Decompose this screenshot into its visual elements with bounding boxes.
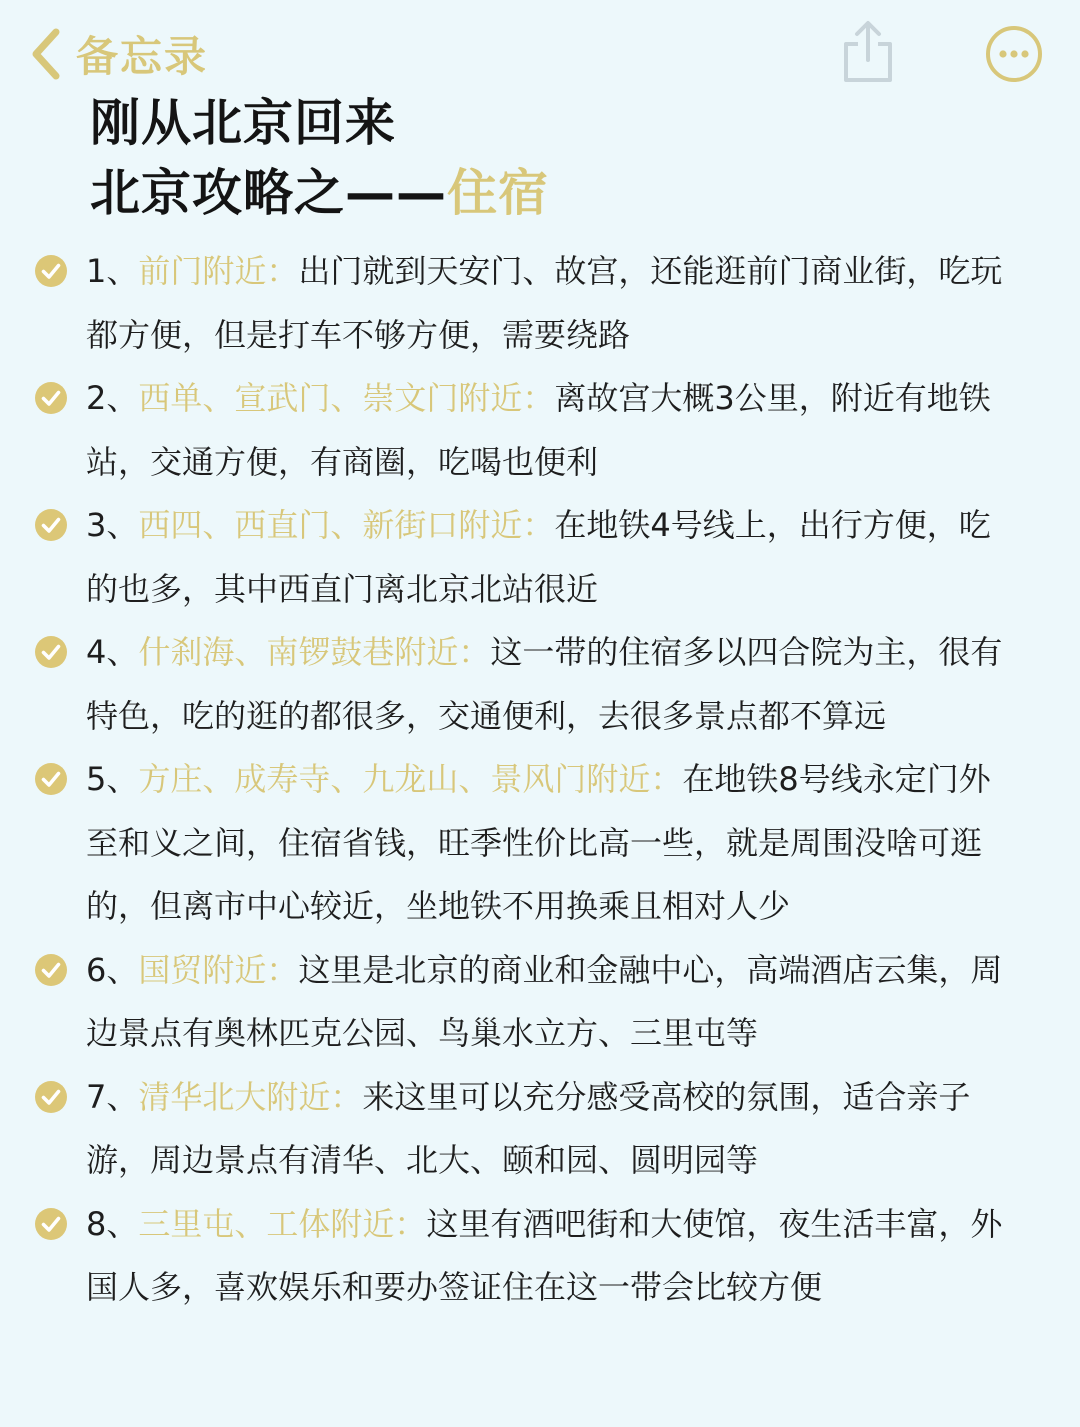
- more-options-button[interactable]: [984, 24, 1044, 84]
- item-description: 离故宫大概3公里，附近有地铁站，交通方便，有商圈，吃喝也便利: [86, 379, 991, 481]
- item-description: 这里有酒吧街和大使馆，夜生活丰富，外国人多，喜欢娱乐和要办签证住在这一带会比较方便: [86, 1204, 1003, 1306]
- top-navigation-bar: [0, 0, 1080, 100]
- item-number: 1、: [86, 252, 139, 290]
- list-item: [0, 1193, 1080, 1320]
- item-location: 清华北大附近：: [138, 1077, 363, 1116]
- item-number: 2、: [86, 379, 139, 417]
- accommodation-list: [0, 240, 1080, 1320]
- item-location: 前门附近：: [138, 252, 299, 290]
- back-button[interactable]: [28, 22, 208, 86]
- item-number: 7、: [86, 1077, 139, 1116]
- share-button[interactable]: [838, 18, 898, 84]
- item-location: 三里屯、工体附近：: [138, 1204, 427, 1243]
- item-description: 来这里可以充分感受高校的氛围，适合亲子游，周边景点有清华、北大、颐和园、圆明园等: [86, 1077, 971, 1179]
- item-location: 什刹海、南锣鼓巷附近：: [138, 633, 491, 671]
- list-item: [0, 621, 1080, 748]
- check-circle-icon: [34, 635, 68, 669]
- list-item: [0, 748, 1080, 939]
- check-circle-icon: [34, 254, 68, 288]
- note-title: [90, 88, 549, 228]
- item-location: 西单、宣武门、崇文门附近：: [138, 379, 555, 417]
- back-button-label: 备忘录: [76, 32, 209, 81]
- item-location: 西四、西直门、新街口附近：: [138, 506, 555, 544]
- title-accent: 住宿: [447, 164, 549, 222]
- check-circle-icon: [34, 508, 68, 542]
- item-number: 5、: [86, 760, 139, 798]
- more-icon: [984, 24, 1044, 84]
- item-location: 国贸附近：: [138, 950, 299, 989]
- item-description: 这一带的住宿多以四合院为主，很有特色，吃的逛的都很多，交通便利，去很多景点都不算远: [86, 633, 1003, 735]
- item-description: 在地铁4号线上，出行方便，吃的也多，其中西直门离北京北站很近: [86, 506, 991, 608]
- list-item: [0, 1066, 1080, 1193]
- item-number: 8、: [86, 1204, 139, 1243]
- item-description: 出门就到天安门、故宫，还能逛前门商业街，吃玩都方便，但是打车不够方便，需要绕路: [86, 252, 1003, 354]
- item-number: 6、: [86, 950, 139, 989]
- item-location: 方庄、成寿寺、九龙山、景风门附近：: [138, 760, 683, 798]
- title-line-2: [90, 158, 549, 228]
- check-circle-icon: [34, 762, 68, 796]
- check-circle-icon: [34, 1207, 68, 1241]
- check-circle-icon: [34, 1080, 68, 1114]
- share-icon: [838, 18, 898, 84]
- chevron-left-icon: [28, 26, 62, 82]
- item-number: 4、: [86, 633, 139, 671]
- list-item: [0, 367, 1080, 494]
- item-description: 这里是北京的商业和金融中心，高端酒店云集，周边景点有奥林匹克公园、鸟巢水立方、三里屯等: [86, 950, 1003, 1052]
- list-item: [0, 240, 1080, 367]
- list-item: [0, 939, 1080, 1066]
- item-description: 在地铁8号线永定门外至和义之间，住宿省钱，旺季性价比高一些，就是周围没啥可逛的，但离市中心较近，坐地铁不用换乘且相对人少: [86, 760, 991, 925]
- check-circle-icon: [34, 381, 68, 415]
- title-line-2-prefix: 北京攻略之——: [90, 164, 447, 222]
- check-circle-icon: [34, 953, 68, 987]
- item-number: 3、: [86, 506, 139, 544]
- list-item: [0, 494, 1080, 621]
- title-line-1: 刚从北京回来: [90, 94, 396, 152]
